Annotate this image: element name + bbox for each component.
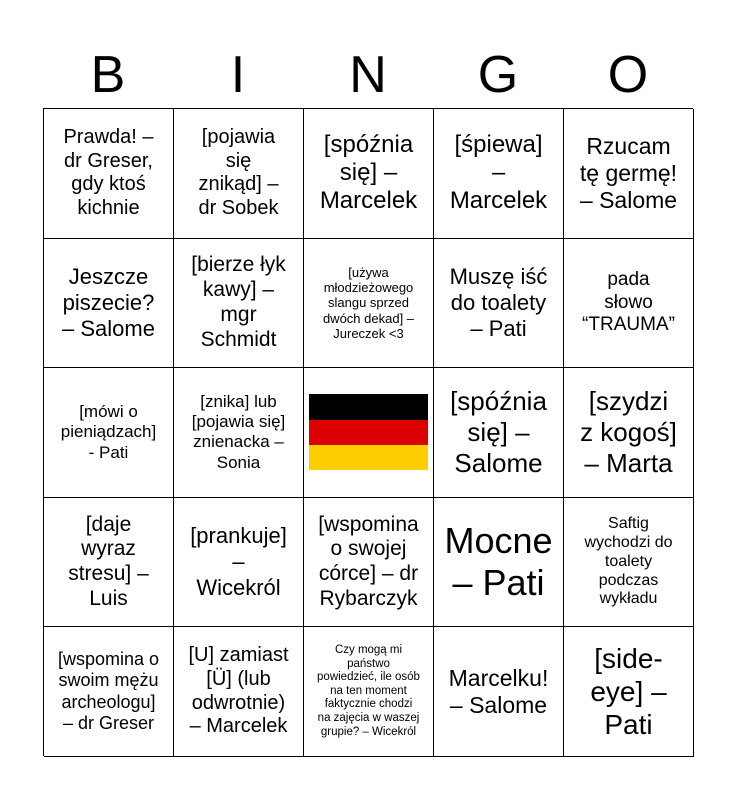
bingo-cell[interactable] bbox=[44, 627, 174, 757]
bingo-cell[interactable] bbox=[304, 239, 434, 369]
free-space-flag-cell[interactable] bbox=[304, 368, 434, 498]
bingo-cell[interactable] bbox=[174, 498, 304, 628]
header-letter-o: O bbox=[607, 46, 649, 104]
bingo-cell[interactable] bbox=[44, 368, 174, 498]
bingo-cell-text: [szydzi z kogoś] – Marta bbox=[580, 386, 677, 478]
bingo-cell-text: [śpiewa] – Marcelek bbox=[449, 130, 548, 215]
bingo-cell[interactable] bbox=[434, 368, 564, 498]
bingo-cell-text: [bierze łyk kawy] – mgr Schmidt bbox=[191, 253, 286, 351]
bingo-cell[interactable] bbox=[564, 498, 694, 628]
bingo-cell[interactable] bbox=[434, 109, 564, 239]
flag-stripe bbox=[309, 420, 428, 445]
bingo-cell-text: Muszę iść do toalety – Pati bbox=[449, 263, 548, 341]
bingo-cell-text: Marcelku! – Salome bbox=[448, 664, 549, 718]
bingo-cell-text: [używa młodzieżowego slangu sprzed dwóch dekad] – Jureczek <3 bbox=[322, 264, 415, 341]
header-letter-i: I bbox=[230, 46, 246, 104]
bingo-grid bbox=[43, 108, 693, 756]
bingo-cell-text: [pojawia się znikąd] – dr Sobek bbox=[198, 126, 279, 219]
bingo-cell[interactable] bbox=[44, 109, 174, 239]
bingo-cell[interactable] bbox=[304, 498, 434, 628]
bingo-cell[interactable] bbox=[174, 239, 304, 369]
bingo-cell[interactable] bbox=[304, 627, 434, 757]
bingo-cell[interactable] bbox=[44, 498, 174, 628]
bingo-cell[interactable] bbox=[304, 109, 434, 239]
bingo-cell[interactable] bbox=[174, 109, 304, 239]
bingo-cell-text: [U] zamiast [Ü] (lub odwrotnie) – Marcelek bbox=[188, 644, 289, 738]
bingo-cell[interactable] bbox=[564, 368, 694, 498]
bingo-cell[interactable] bbox=[434, 498, 564, 628]
bingo-cell-text: [mówi o pieniądzach] - Pati bbox=[60, 402, 157, 462]
header-letter-g: G bbox=[477, 46, 519, 104]
bingo-cell-text: [daje wyraz stresu] – Luis bbox=[68, 512, 149, 610]
bingo-cell-text: Czy mogą mi państwo powiedzieć, ile osób na ten moment faktycznie chodzi na zajęcia w waszej grupie? – Wicekról bbox=[317, 644, 420, 738]
bingo-cell-text: [side- eye] – Pati bbox=[590, 643, 667, 741]
bingo-cell-text: Saftig wychodzi do toalety podczas wykładu bbox=[584, 514, 673, 608]
bingo-cell[interactable] bbox=[564, 109, 694, 239]
bingo-cell[interactable] bbox=[434, 239, 564, 369]
bingo-cell[interactable] bbox=[174, 627, 304, 757]
bingo-cell-text: [spóźnia się] – Salome bbox=[450, 386, 547, 478]
bingo-cell-text: [wspomina o swojej córce] – dr Rybarczyk bbox=[318, 512, 419, 610]
flag-stripe bbox=[309, 445, 428, 470]
bingo-cell-text: [prankuje] – Wicekról bbox=[190, 523, 287, 601]
bingo-cell-text: [wspomina o swoim mężu archeologu] – dr Greser bbox=[57, 649, 160, 733]
bingo-header bbox=[43, 42, 693, 108]
bingo-cell-text: Rzucam tę germę! – Salome bbox=[579, 132, 678, 213]
bingo-cell-text: Jeszcze piszecie? – Salome bbox=[62, 263, 155, 341]
header-letter-b: B bbox=[90, 46, 126, 104]
flag-stripe bbox=[309, 394, 428, 419]
bingo-cell-text: Prawda! – dr Greser, gdy ktoś kichnie bbox=[63, 126, 154, 219]
bingo-cell-text: pada słowo “TRAUMA” bbox=[582, 269, 675, 336]
bingo-cell-text: [spóźnia się] – Marcelek bbox=[319, 130, 418, 215]
bingo-cell-text: [znika] lub [pojawia się] znienacka – Sonia bbox=[191, 392, 286, 472]
bingo-cell-text: Mocne – Pati bbox=[444, 519, 553, 604]
bingo-cell[interactable] bbox=[434, 627, 564, 757]
bingo-cell[interactable] bbox=[44, 239, 174, 369]
bingo-cell[interactable] bbox=[174, 368, 304, 498]
german-flag-icon bbox=[309, 394, 428, 470]
bingo-cell[interactable] bbox=[564, 627, 694, 757]
header-letter-n: N bbox=[349, 46, 387, 104]
bingo-cell[interactable] bbox=[564, 239, 694, 369]
